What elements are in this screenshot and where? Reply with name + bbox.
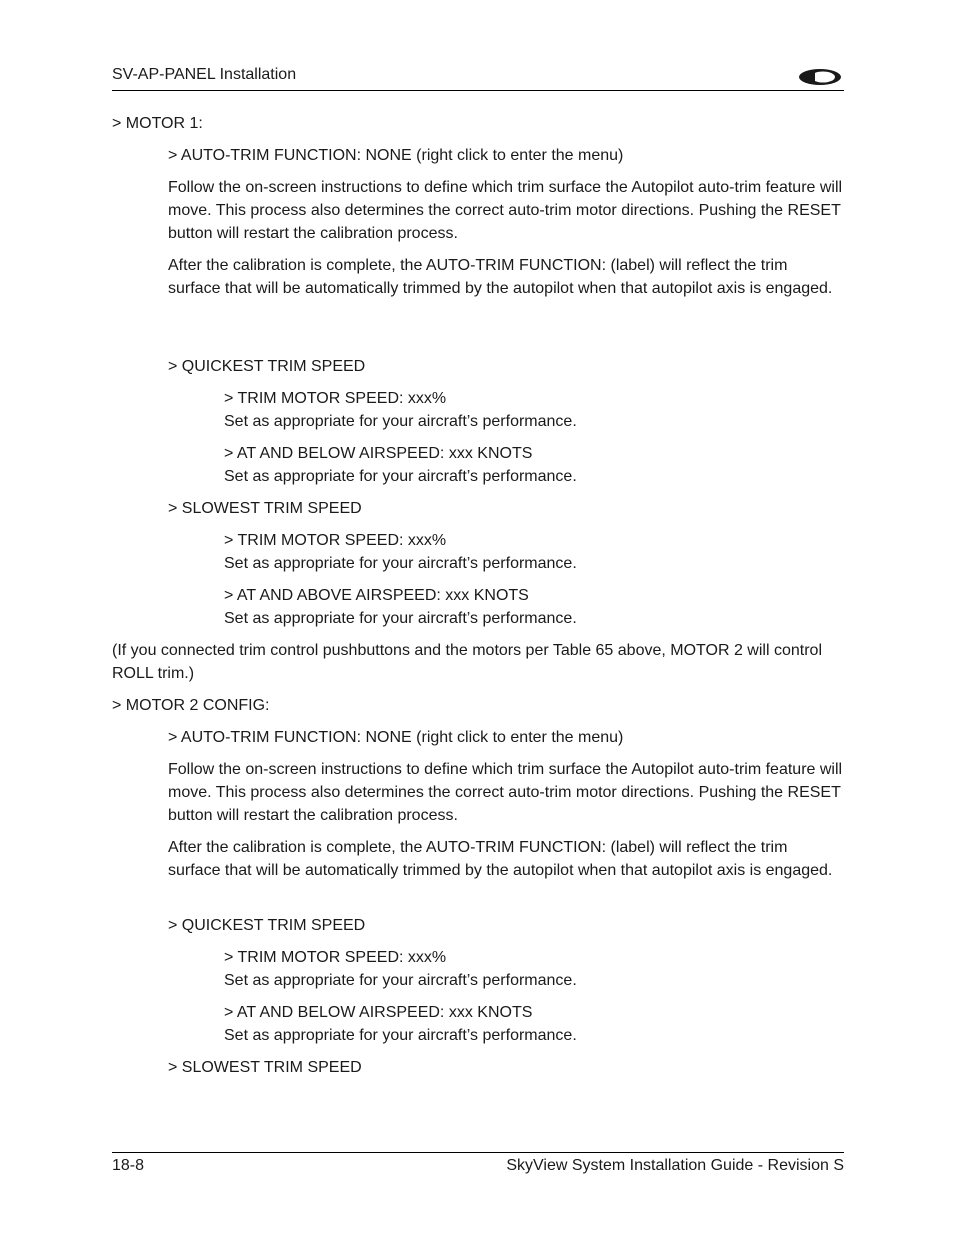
page-number: 18-8 [112, 1157, 145, 1174]
motor2-quickest-motor-speed: > TRIM MOTOR SPEED: xxx% [224, 949, 447, 966]
footer-document-title: SkyView System Installation Guide - Revision S [506, 1157, 844, 1174]
motor1-follow-instructions: Follow the on-screen instructions to define which trim surface the Autopilot auto-trim feature will move. This process also determines the correct auto-trim motor directions. Pushing the RESET button will restart the calibration process. [168, 179, 843, 242]
motor2-follow-instructions: Follow the on-screen instructions to define which trim surface the Autopilot auto-trim feature will move. This process also determines the correct auto-trim motor directions. Pushing the RESET button will restart the calibration process. [168, 761, 843, 824]
motor1-quickest-trim-speed: > QUICKEST TRIM SPEED [168, 358, 366, 375]
motor1-slowest-airspeed: > AT AND ABOVE AIRSPEED: xxx KNOTS [224, 587, 529, 604]
motor2-slowest-trim-speed: > SLOWEST TRIM SPEED [168, 1059, 362, 1076]
motor1-slowest-airspeed-desc: Set as appropriate for your aircraft’s performance. [224, 610, 577, 627]
motor1-slowest-trim-speed: > SLOWEST TRIM SPEED [168, 500, 362, 517]
motor1-quickest-motor-speed-desc: Set as appropriate for your aircraft’s performance. [224, 413, 577, 430]
footer-divider [112, 1152, 844, 1153]
motor2-quickest-airspeed: > AT AND BELOW AIRSPEED: xxx KNOTS [224, 1004, 533, 1021]
dynon-logo-icon [797, 67, 843, 87]
motor1-after-calibration: After the calibration is complete, the AUTO-TRIM FUNCTION: (label) will reflect the trim surface that will be automatically trimmed by the autopilot when that autopilot axis is engaged. [168, 257, 833, 297]
header-divider [112, 90, 844, 91]
motor1-quickest-airspeed: > AT AND BELOW AIRSPEED: xxx KNOTS [224, 445, 533, 462]
motor2-quickest-motor-speed-desc: Set as appropriate for your aircraft’s performance. [224, 972, 577, 989]
page-header-title: SV-AP-PANEL Installation [112, 66, 297, 83]
roll-trim-note: (If you connected trim control pushbuttons and the motors per Table 65 above, MOTOR 2 will control ROLL trim.) [112, 642, 822, 682]
motor1-quickest-airspeed-desc: Set as appropriate for your aircraft’s performance. [224, 468, 577, 485]
motor2-after-calibration: After the calibration is complete, the AUTO-TRIM FUNCTION: (label) will reflect the trim surface that will be automatically trimmed by the autopilot when that autopilot axis is engaged. [168, 839, 833, 879]
motor2-heading: > MOTOR 2 CONFIG: [112, 697, 270, 714]
motor2-quickest-airspeed-desc: Set as appropriate for your aircraft’s performance. [224, 1027, 577, 1044]
motor1-slowest-motor-speed: > TRIM MOTOR SPEED: xxx% [224, 532, 447, 549]
motor1-quickest-motor-speed: > TRIM MOTOR SPEED: xxx% [224, 390, 447, 407]
motor2-quickest-trim-speed: > QUICKEST TRIM SPEED [168, 917, 366, 934]
motor1-autotrim-function: > AUTO-TRIM FUNCTION: NONE (right click to enter the menu) [168, 147, 624, 164]
motor1-heading: > MOTOR 1: [112, 115, 203, 132]
motor1-slowest-motor-speed-desc: Set as appropriate for your aircraft’s performance. [224, 555, 577, 572]
motor2-autotrim-function: > AUTO-TRIM FUNCTION: NONE (right click to enter the menu) [168, 729, 624, 746]
